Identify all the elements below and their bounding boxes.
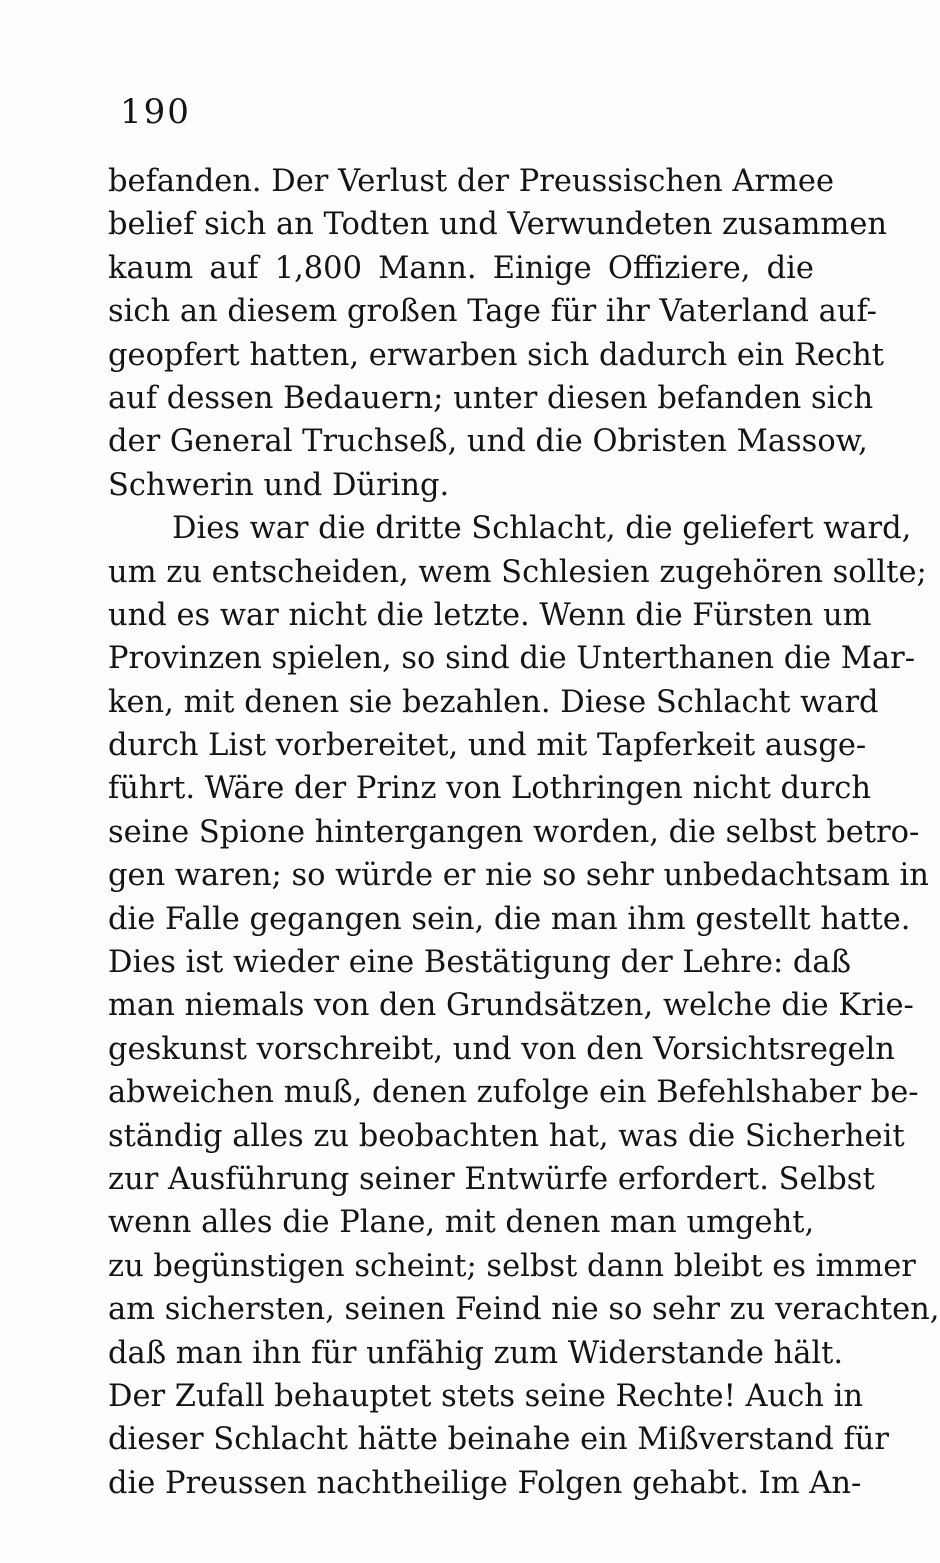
text-line: um zu entscheiden, wem Schlesien zugehören sollte; <box>108 554 927 590</box>
text-line: auf dessen Bedauern; unter diesen befanden sich <box>108 380 874 416</box>
text-line: daß man ihn für unfähig zum Widerstande hält. <box>108 1335 844 1371</box>
paragraph <box>108 507 940 1505</box>
text-line: befanden. Der Verlust der Preussischen Armee <box>108 164 835 199</box>
text-line: ständig alles zu beobachten hat, was die Sicherheit <box>108 1118 905 1154</box>
text-line: belief sich an Todten und Verwundeten zusammen <box>108 207 888 243</box>
text-line: Schwerin und Düring. <box>108 467 450 503</box>
text-line: am sichersten, seinen Feind nie so sehr zu verachten, <box>108 1292 940 1328</box>
text-line: ken, mit denen sie bezahlen. Diese Schlacht ward <box>108 684 879 720</box>
text-line: und es war nicht die letzte. Wenn die Fürsten um <box>108 597 872 633</box>
text-line: führt. Wäre der Prinz von Lothringen nicht durch <box>108 771 872 807</box>
text-line: seine Spione hintergangen worden, die selbst betro- <box>108 814 920 850</box>
text-line: kaum auf 1,800 Mann. Einige Offiziere, die <box>108 250 814 286</box>
text-line: abweichen muß, denen zufolge ein Befehlshaber be- <box>108 1075 919 1111</box>
text-line: sich an diesem großen Tage für ihr Vaterland auf- <box>108 294 877 330</box>
text-line: man niemals von den Grundsätzen, welche die Krie- <box>108 988 914 1024</box>
text-line: Der Zufall behauptet stets seine Rechte! Auch in <box>108 1378 864 1414</box>
text-line: dieser Schlacht hätte beinahe ein Mißverstand für <box>108 1422 889 1458</box>
body-text <box>108 160 940 1505</box>
page-number: 190 <box>120 92 191 132</box>
text-line: Dies war die dritte Schlacht, die geliefert ward, <box>172 511 912 547</box>
text-line: wenn alles die Plane, mit denen man umgeht, <box>108 1205 815 1241</box>
text-line: durch List vorbereitet, und mit Tapferkeit ausge- <box>108 728 867 764</box>
text-line: zur Ausführung seiner Entwürfe erfordert. Selbst <box>108 1161 875 1197</box>
text-line: zu begünstigen scheint; selbst dann bleibt es immer <box>108 1248 916 1284</box>
text-line: geopfert hatten, erwarben sich dadurch ein Recht <box>108 337 885 373</box>
text-line: die Falle gegangen sein, die man ihm gestellt hatte. <box>108 901 911 937</box>
text-line: Provinzen spielen, so sind die Unterthanen die Mar- <box>108 641 916 677</box>
text-line: Dies ist wieder eine Bestätigung der Lehre: daß <box>108 945 851 981</box>
text-line: gen waren; so würde er nie so sehr unbedachtsam in <box>108 858 929 894</box>
text-line: die Preussen nachtheilige Folgen gehabt. Im An- <box>108 1465 862 1501</box>
paragraph <box>108 160 888 507</box>
text-line: der General Truchseß, und die Obristen Massow, <box>108 424 868 460</box>
text-line: geskunst vorschreibt, und von den Vorsichtsregeln <box>108 1031 895 1067</box>
